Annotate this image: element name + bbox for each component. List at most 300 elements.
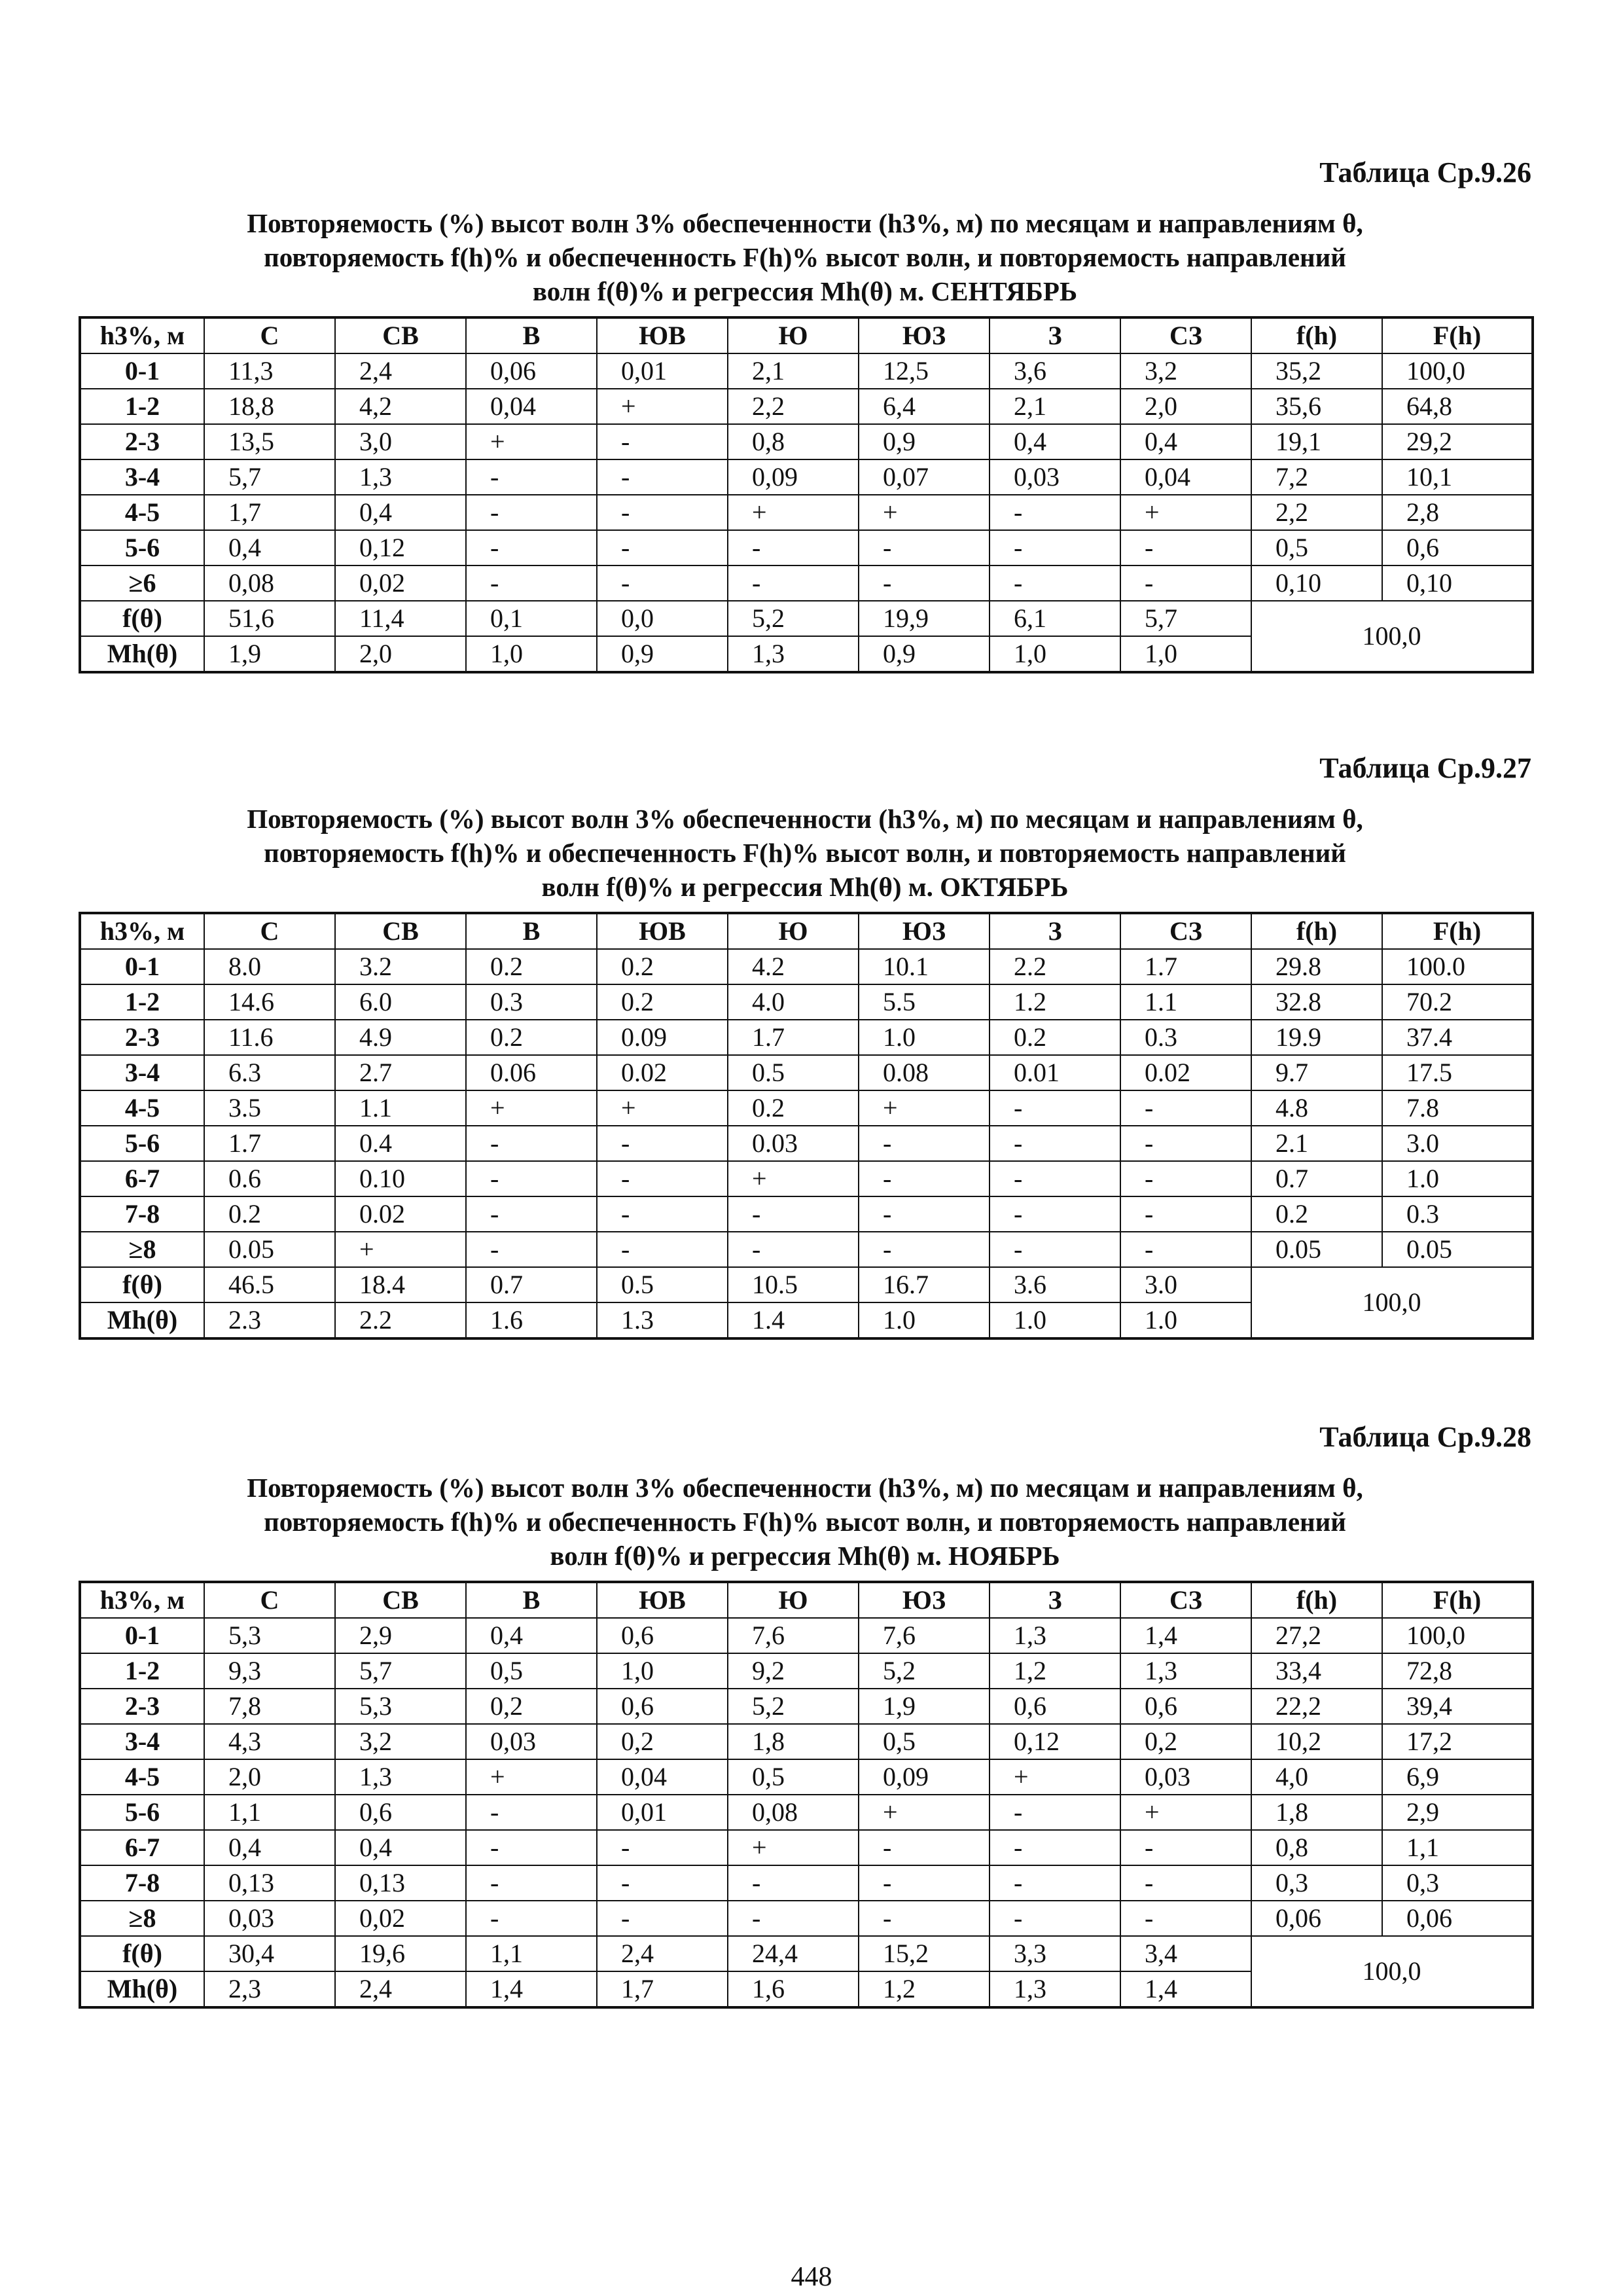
table-cell: 1,4: [1120, 1618, 1251, 1653]
table-cell: -: [728, 1901, 859, 1936]
table-cell: 1,8: [728, 1724, 859, 1759]
table-cell: 6.3: [204, 1055, 335, 1090]
table-row: [80, 1618, 1533, 1653]
table-cell: 0,8: [728, 424, 859, 459]
table-title-line: Повторяемость (%) высот волн 3% обеспеченности (h3%, м) по месяцам и направлениям θ,: [247, 804, 1363, 834]
table-cell: 10,1: [1382, 459, 1533, 495]
column-header: F(h): [1382, 1582, 1533, 1618]
table-cell: 5,7: [1120, 601, 1251, 636]
table-cell: 1,6: [728, 1971, 859, 2007]
table-cell: +: [859, 1795, 990, 1830]
table-cell: 1.0: [1120, 1302, 1251, 1338]
table-cell: +: [335, 1232, 466, 1267]
table-cell: -: [1120, 1901, 1251, 1936]
row-header: 6-7: [80, 1830, 204, 1865]
table-cell: 0,4: [1120, 424, 1251, 459]
table-cell: 3.5: [204, 1090, 335, 1126]
column-header: ЮЗ: [859, 317, 990, 353]
table-cell: -: [990, 565, 1120, 601]
row-header: Mh(θ): [80, 1971, 204, 2007]
table-cell: -: [597, 1830, 728, 1865]
table-cell: 0,2: [1120, 1724, 1251, 1759]
table-cell: 1,0: [597, 1653, 728, 1689]
total-cell: 100,0: [1251, 601, 1533, 672]
table-cell: 0.2: [728, 1090, 859, 1126]
table-row: [80, 1090, 1533, 1126]
table-cell: 0.2: [1251, 1196, 1382, 1232]
table-cell: 0.08: [859, 1055, 990, 1090]
table-cell: -: [597, 1161, 728, 1196]
table-cell: -: [466, 565, 597, 601]
table-cell: 1,1: [1382, 1830, 1533, 1865]
table-cell: -: [1120, 565, 1251, 601]
table-cell: 0,6: [990, 1689, 1120, 1724]
table-row: [80, 1901, 1533, 1936]
table-cell: +: [1120, 1795, 1251, 1830]
table-cell: -: [1120, 530, 1251, 565]
table-cell: 0,4: [990, 424, 1120, 459]
table-cell: 3,0: [335, 424, 466, 459]
row-header: 3-4: [80, 459, 204, 495]
table-cell: 46.5: [204, 1267, 335, 1302]
table-cell: 11.6: [204, 1020, 335, 1055]
table-cell: -: [466, 1901, 597, 1936]
column-header: СВ: [335, 317, 466, 353]
table-cell: 4.9: [335, 1020, 466, 1055]
column-header: f(h): [1251, 913, 1382, 949]
table-cell: -: [859, 1901, 990, 1936]
table-cell: 11,4: [335, 601, 466, 636]
column-header: Ю: [728, 317, 859, 353]
table-cell: -: [728, 1865, 859, 1901]
table-cell: 0.5: [597, 1267, 728, 1302]
table-cell: 1.0: [1382, 1161, 1533, 1196]
table-cell: 0,9: [597, 636, 728, 672]
table-row: [80, 1689, 1533, 1724]
row-header: Mh(θ): [80, 1302, 204, 1338]
table-block-september: [79, 156, 1531, 673]
f-theta-row: [80, 1936, 1533, 1971]
table-cell: 0.2: [597, 949, 728, 984]
table-cell: 4,0: [1251, 1759, 1382, 1795]
table-cell: 1.7: [204, 1126, 335, 1161]
table-title: [79, 1471, 1531, 1573]
row-header: 4-5: [80, 1759, 204, 1795]
table-cell: 4.8: [1251, 1090, 1382, 1126]
table-cell: 1,2: [859, 1971, 990, 2007]
table-cell: 14.6: [204, 984, 335, 1020]
table-cell: -: [990, 1126, 1120, 1161]
table-cell: -: [859, 1830, 990, 1865]
table-cell: 3.6: [990, 1267, 1120, 1302]
table-cell: 1,3: [728, 636, 859, 672]
row-header: 2-3: [80, 424, 204, 459]
column-header: h3%, м: [80, 913, 204, 949]
page-number: 448: [791, 2262, 832, 2292]
table-title-line: Повторяемость (%) высот волн 3% обеспеченности (h3%, м) по месяцам и направлениям θ,: [247, 1473, 1363, 1503]
table-cell: +: [990, 1759, 1120, 1795]
table-cell: 6,9: [1382, 1759, 1533, 1795]
table-cell: 6,4: [859, 389, 990, 424]
table-cell: 22,2: [1251, 1689, 1382, 1724]
table-row: [80, 1055, 1533, 1090]
table-cell: -: [597, 1196, 728, 1232]
table-cell: 3,2: [1120, 353, 1251, 389]
table-cell: 0,04: [1120, 459, 1251, 495]
table-cell: 1.1: [1120, 984, 1251, 1020]
table-cell: -: [597, 459, 728, 495]
table-cell: 0,10: [1382, 565, 1533, 601]
table-cell: 0.2: [597, 984, 728, 1020]
table-cell: -: [1120, 1830, 1251, 1865]
column-header: С: [204, 913, 335, 949]
table-cell: -: [466, 1232, 597, 1267]
table-row: [80, 1830, 1533, 1865]
table-cell: 0,12: [335, 530, 466, 565]
table-cell: 0,09: [728, 459, 859, 495]
table-cell: 0,10: [1251, 565, 1382, 601]
table-cell: 1.2: [990, 984, 1120, 1020]
column-header: З: [990, 1582, 1120, 1618]
table-row: [80, 1232, 1533, 1267]
table-cell: 19,1: [1251, 424, 1382, 459]
column-header: ЮЗ: [859, 913, 990, 949]
table-row: [80, 1653, 1533, 1689]
table-cell: 5,7: [204, 459, 335, 495]
table-cell: 9,2: [728, 1653, 859, 1689]
data-table: [79, 1581, 1534, 2009]
table-cell: +: [597, 1090, 728, 1126]
row-header: 7-8: [80, 1196, 204, 1232]
table-cell: 18,8: [204, 389, 335, 424]
table-row: [80, 1865, 1533, 1901]
column-header: З: [990, 317, 1120, 353]
table-cell: +: [1120, 495, 1251, 530]
table-cell: -: [597, 1126, 728, 1161]
table-cell: 2,1: [990, 389, 1120, 424]
table-cell: 1.0: [859, 1020, 990, 1055]
table-cell: +: [859, 1090, 990, 1126]
table-cell: 0,6: [597, 1618, 728, 1653]
table-cell: 0,0: [597, 601, 728, 636]
table-cell: 1,7: [204, 495, 335, 530]
table-cell: 2,1: [728, 353, 859, 389]
table-cell: 10,2: [1251, 1724, 1382, 1759]
column-header: ЮЗ: [859, 1582, 990, 1618]
f-theta-row: [80, 1267, 1533, 1302]
table-cell: 0,5: [1251, 530, 1382, 565]
table-cell: -: [859, 1126, 990, 1161]
table-cell: -: [597, 1901, 728, 1936]
table-cell: 2.1: [1251, 1126, 1382, 1161]
table-cell: 0,02: [335, 565, 466, 601]
column-header: С: [204, 317, 335, 353]
table-cell: 0,9: [859, 636, 990, 672]
table-cell: 1.6: [466, 1302, 597, 1338]
table-cell: 1,4: [1120, 1971, 1251, 2007]
table-label: Таблица Ср.9.26: [1319, 156, 1531, 188]
table-cell: 0,02: [335, 1901, 466, 1936]
table-cell: 0,5: [466, 1653, 597, 1689]
column-header: f(h): [1251, 317, 1382, 353]
table-cell: 5,2: [728, 1689, 859, 1724]
table-cell: 0,6: [1120, 1689, 1251, 1724]
table-cell: 0.05: [1251, 1232, 1382, 1267]
table-cell: 35,6: [1251, 389, 1382, 424]
table-cell: 0.7: [1251, 1161, 1382, 1196]
table-cell: -: [728, 565, 859, 601]
column-header: h3%, м: [80, 1582, 204, 1618]
table-cell: 3,3: [990, 1936, 1120, 1971]
table-cell: -: [466, 1196, 597, 1232]
table-title-line: волн f(θ)% и регрессия Mh(θ) м. СЕНТЯБРЬ: [532, 276, 1078, 306]
table-row: [80, 459, 1533, 495]
table-cell: 19,6: [335, 1936, 466, 1971]
table-row: [80, 1724, 1533, 1759]
table-cell: 5.5: [859, 984, 990, 1020]
table-cell: 0,6: [597, 1689, 728, 1724]
table-cell: -: [466, 459, 597, 495]
table-cell: 0,4: [204, 530, 335, 565]
table-cell: 0.09: [597, 1020, 728, 1055]
table-cell: -: [466, 1161, 597, 1196]
table-cell: 2,0: [335, 636, 466, 672]
header-row: [80, 1582, 1533, 1618]
table-cell: 2.2: [335, 1302, 466, 1338]
row-header: 2-3: [80, 1689, 204, 1724]
table-cell: 2.7: [335, 1055, 466, 1090]
table-cell: 1,4: [466, 1971, 597, 2007]
table-cell: 18.4: [335, 1267, 466, 1302]
table-label: Таблица Ср.9.27: [1319, 752, 1531, 784]
table-cell: 72,8: [1382, 1653, 1533, 1689]
table-cell: 4.2: [728, 949, 859, 984]
table-cell: 1,3: [335, 1759, 466, 1795]
table-cell: 0,6: [1382, 530, 1533, 565]
table-cell: 5,3: [335, 1689, 466, 1724]
table-cell: 100.0: [1382, 949, 1533, 984]
table-row: [80, 353, 1533, 389]
table-cell: 32.8: [1251, 984, 1382, 1020]
table-cell: -: [859, 1865, 990, 1901]
table-cell: 0.7: [466, 1267, 597, 1302]
table-cell: 13,5: [204, 424, 335, 459]
table-cell: 0,03: [1120, 1759, 1251, 1795]
table-row: [80, 530, 1533, 565]
table-cell: 100,0: [1382, 353, 1533, 389]
table-cell: -: [1120, 1232, 1251, 1267]
row-header: 7-8: [80, 1865, 204, 1901]
table-cell: 64,8: [1382, 389, 1533, 424]
table-title-line: повторяемость f(h)% и обеспеченность F(h)% высот волн, и повторяемость направлений: [264, 242, 1346, 272]
table-cell: 7.8: [1382, 1090, 1533, 1126]
row-header: ≥8: [80, 1901, 204, 1936]
row-header: 3-4: [80, 1724, 204, 1759]
table-row: [80, 424, 1533, 459]
table-cell: 0,6: [335, 1795, 466, 1830]
table-cell: 2,4: [335, 353, 466, 389]
table-cell: 29.8: [1251, 949, 1382, 984]
table-cell: 0.2: [466, 949, 597, 984]
table-cell: 0,06: [1382, 1901, 1533, 1936]
column-header: f(h): [1251, 1582, 1382, 1618]
table-cell: 7,8: [204, 1689, 335, 1724]
table-row: [80, 1759, 1533, 1795]
table-cell: 2.2: [990, 949, 1120, 984]
table-cell: 0,1: [466, 601, 597, 636]
table-cell: 0,13: [335, 1865, 466, 1901]
table-cell: -: [1120, 1196, 1251, 1232]
table-cell: 2,4: [335, 1971, 466, 2007]
table-cell: -: [859, 1196, 990, 1232]
table-row: [80, 949, 1533, 984]
row-header: 1-2: [80, 1653, 204, 1689]
row-header: ≥6: [80, 565, 204, 601]
column-header: В: [466, 1582, 597, 1618]
table-cell: 1,7: [597, 1971, 728, 2007]
table-cell: 70.2: [1382, 984, 1533, 1020]
table-cell: 6.0: [335, 984, 466, 1020]
table-cell: 1,1: [466, 1936, 597, 1971]
table-cell: 1,2: [990, 1653, 1120, 1689]
table-cell: 0,03: [466, 1724, 597, 1759]
table-cell: +: [728, 1830, 859, 1865]
table-cell: -: [1120, 1161, 1251, 1196]
table-cell: 1,0: [1120, 636, 1251, 672]
table-cell: 1.3: [597, 1302, 728, 1338]
table-cell: 17.5: [1382, 1055, 1533, 1090]
column-header: Ю: [728, 1582, 859, 1618]
table-cell: 0.3: [466, 984, 597, 1020]
table-title-line: волн f(θ)% и регрессия Mh(θ) м. ОКТЯБРЬ: [541, 872, 1069, 902]
table-row: [80, 389, 1533, 424]
table-cell: -: [990, 1865, 1120, 1901]
table-cell: 0.5: [728, 1055, 859, 1090]
table-cell: +: [728, 1161, 859, 1196]
table-cell: -: [466, 1865, 597, 1901]
row-header: 0-1: [80, 1618, 204, 1653]
table-cell: 24,4: [728, 1936, 859, 1971]
table-cell: 0,06: [466, 353, 597, 389]
table-cell: 1.0: [859, 1302, 990, 1338]
table-cell: 0.2: [466, 1020, 597, 1055]
table-cell: 2,2: [1251, 495, 1382, 530]
table-cell: 1,3: [990, 1618, 1120, 1653]
table-cell: -: [1120, 1865, 1251, 1901]
table-title-line: повторяемость f(h)% и обеспеченность F(h)% высот волн, и повторяемость направлений: [264, 1507, 1346, 1537]
table-cell: 17,2: [1382, 1724, 1533, 1759]
table-cell: 1,0: [466, 636, 597, 672]
column-header: В: [466, 317, 597, 353]
row-header: f(θ): [80, 601, 204, 636]
column-header: СВ: [335, 1582, 466, 1618]
total-cell: 100,0: [1251, 1267, 1533, 1338]
table-cell: +: [597, 389, 728, 424]
table-cell: 0,04: [597, 1759, 728, 1795]
table-block-october: [79, 751, 1531, 1340]
table-cell: 0,04: [466, 389, 597, 424]
row-header: 3-4: [80, 1055, 204, 1090]
table-cell: -: [859, 565, 990, 601]
table-cell: 0,5: [728, 1759, 859, 1795]
row-header: 5-6: [80, 1795, 204, 1830]
column-header: СЗ: [1120, 913, 1251, 949]
table-cell: -: [990, 1090, 1120, 1126]
table-row: [80, 984, 1533, 1020]
table-cell: 15,2: [859, 1936, 990, 1971]
table-cell: 9,3: [204, 1653, 335, 1689]
table-cell: 5,7: [335, 1653, 466, 1689]
table-cell: 19,9: [859, 601, 990, 636]
table-cell: 0,06: [1251, 1901, 1382, 1936]
table-cell: 4.0: [728, 984, 859, 1020]
table-cell: 1.4: [728, 1302, 859, 1338]
table-cell: 0,2: [466, 1689, 597, 1724]
table-cell: 8.0: [204, 949, 335, 984]
table-row: [80, 1126, 1533, 1161]
table-cell: -: [859, 1161, 990, 1196]
table-row: [80, 1196, 1533, 1232]
f-theta-row: [80, 601, 1533, 636]
table-cell: 39,4: [1382, 1689, 1533, 1724]
table-cell: 0.3: [1382, 1196, 1533, 1232]
table-cell: 0,9: [859, 424, 990, 459]
table-cell: 0,03: [204, 1901, 335, 1936]
table-cell: 0.06: [466, 1055, 597, 1090]
table-cell: 0.02: [335, 1196, 466, 1232]
column-header: ЮВ: [597, 913, 728, 949]
table-cell: 27,2: [1251, 1618, 1382, 1653]
table-cell: 51,6: [204, 601, 335, 636]
table-cell: 2,4: [597, 1936, 728, 1971]
header-row: [80, 317, 1533, 353]
table-cell: 35,2: [1251, 353, 1382, 389]
table-cell: 19.9: [1251, 1020, 1382, 1055]
table-cell: 10.5: [728, 1267, 859, 1302]
table-cell: 3.2: [335, 949, 466, 984]
table-cell: 1,3: [335, 459, 466, 495]
row-header: 0-1: [80, 353, 204, 389]
table-cell: 1.7: [1120, 949, 1251, 984]
table-cell: -: [466, 1126, 597, 1161]
total-cell: 100,0: [1251, 1936, 1533, 2007]
table-title-line: волн f(θ)% и регрессия Mh(θ) м. НОЯБРЬ: [550, 1541, 1060, 1571]
table-cell: -: [859, 530, 990, 565]
table-cell: -: [728, 1232, 859, 1267]
table-cell: 7,2: [1251, 459, 1382, 495]
table-title-line: повторяемость f(h)% и обеспеченность F(h)% высот волн, и повторяемость направлений: [264, 838, 1346, 868]
column-header: С: [204, 1582, 335, 1618]
table-cell: 16.7: [859, 1267, 990, 1302]
table-cell: 0,3: [1251, 1865, 1382, 1901]
table-cell: -: [597, 1865, 728, 1901]
data-table: [79, 316, 1534, 673]
table-row: [80, 495, 1533, 530]
row-header: 4-5: [80, 495, 204, 530]
data-table: [79, 912, 1534, 1340]
row-header: 2-3: [80, 1020, 204, 1055]
table-cell: 1,9: [204, 636, 335, 672]
table-cell: 1.0: [990, 1302, 1120, 1338]
table-row: [80, 1020, 1533, 1055]
table-cell: 0.05: [1382, 1232, 1533, 1267]
table-cell: 0,01: [597, 353, 728, 389]
column-header: В: [466, 913, 597, 949]
table-cell: 0,03: [990, 459, 1120, 495]
table-cell: 33,4: [1251, 1653, 1382, 1689]
column-header: СЗ: [1120, 317, 1251, 353]
table-cell: -: [466, 1795, 597, 1830]
